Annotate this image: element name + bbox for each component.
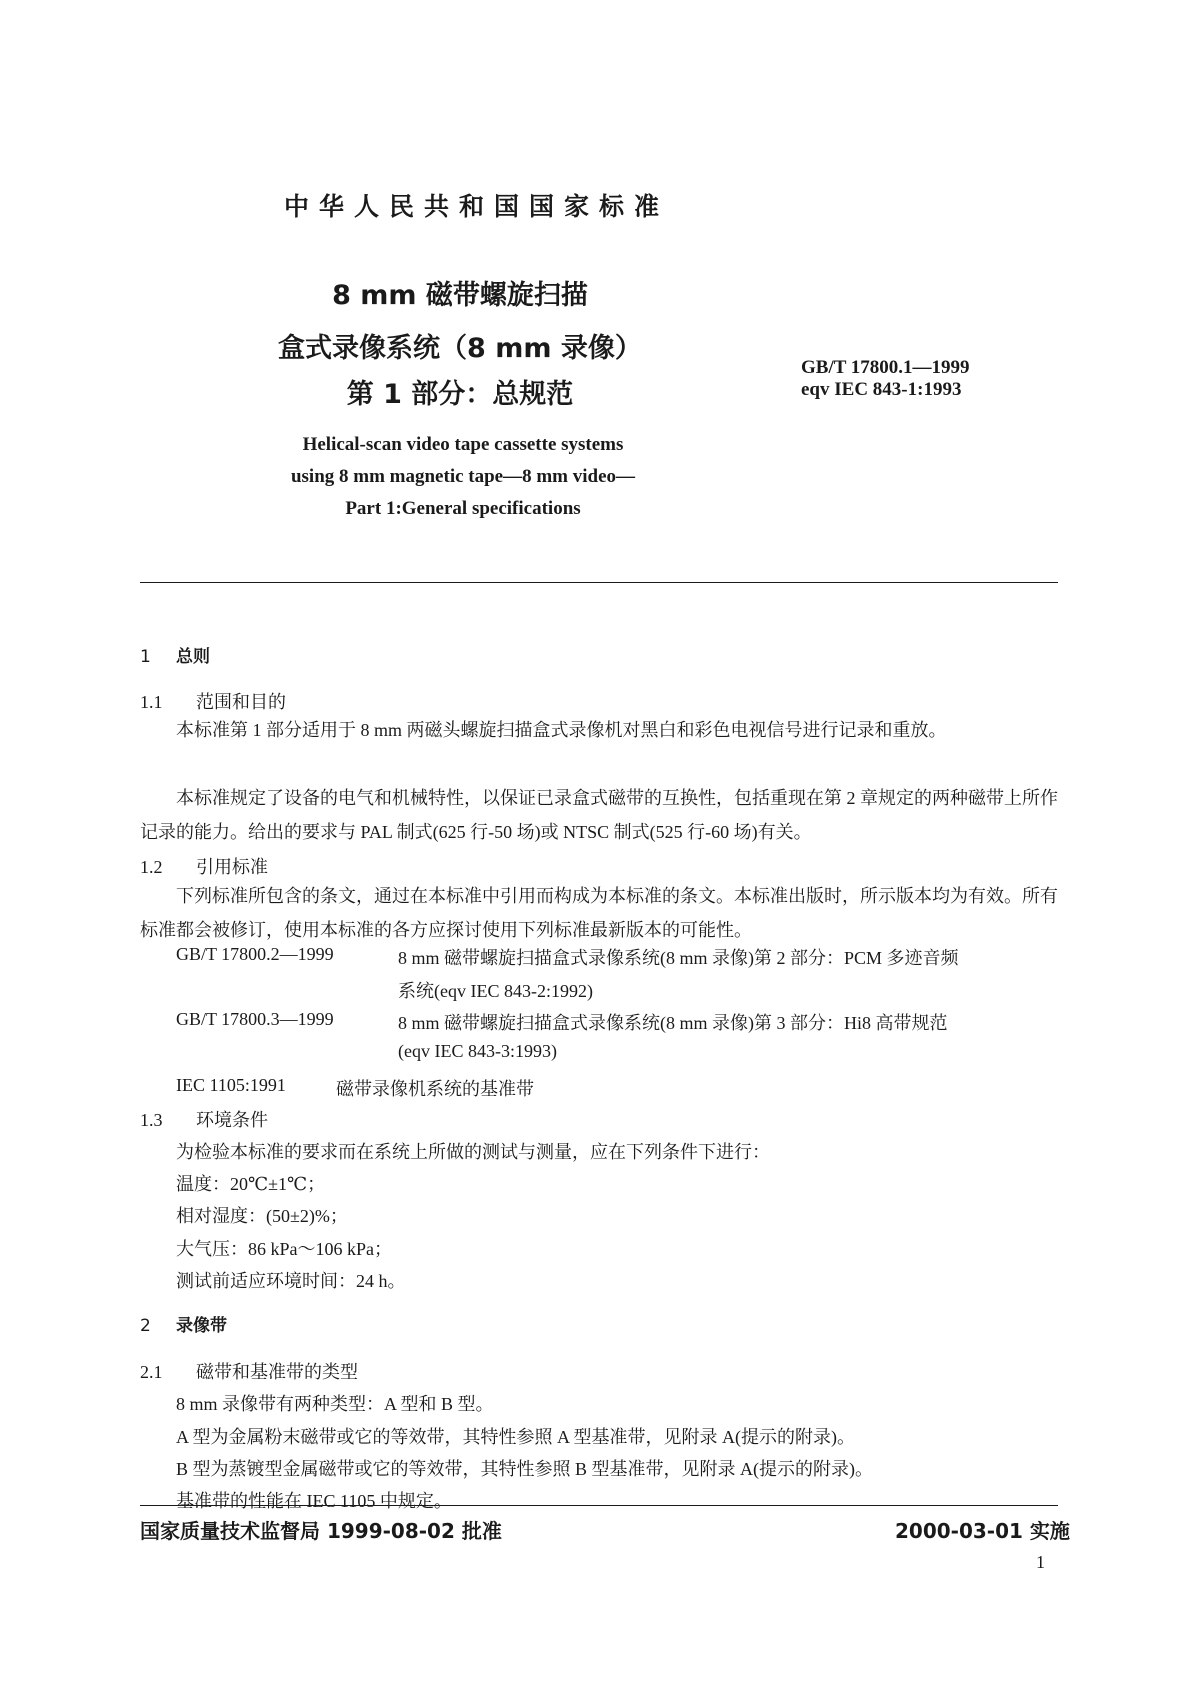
reference-title: 8 mm 磁带螺旋扫描盒式录像系统(8 mm 录像)第 2 部分：PCM 多迹音频 bbox=[398, 948, 959, 968]
reference-code: IEC 1105:1991 bbox=[176, 1075, 286, 1095]
section-2-1-heading bbox=[140, 1358, 358, 1384]
tape-type-line: B 型为蒸镀型金属磁带或它的等效带，其特性参照 B 型基准带，见附录 A(提示的附录)。 bbox=[176, 1459, 873, 1479]
environment-line: 测试前适应环境时间：24 h。 bbox=[176, 1271, 406, 1291]
section-number: 2.1 bbox=[140, 1362, 163, 1382]
section-number: 1.2 bbox=[140, 857, 163, 877]
reference-code: GB/T 17800.3—1999 bbox=[176, 1009, 334, 1029]
tape-type-line: 8 mm 录像带有两种类型：A 型和 B 型。 bbox=[176, 1394, 494, 1414]
english-title-line-2: using 8 mm magnetic tape—8 mm video— bbox=[290, 466, 636, 487]
section-title: 总则 bbox=[176, 647, 210, 667]
section-number: 2 bbox=[140, 1316, 151, 1336]
standard-number: GB/T 17800.1—1999 bbox=[801, 357, 970, 378]
section-title: 磁带和基准带的类型 bbox=[196, 1362, 358, 1382]
reference-title: 磁带录像机系统的基准带 bbox=[336, 1079, 534, 1099]
section-title: 录像带 bbox=[176, 1316, 227, 1336]
national-standard-heading: 中华人民共和国国家标准 bbox=[284, 192, 670, 221]
reference-code: GB/T 17800.2—1999 bbox=[176, 944, 334, 964]
section-1-1-heading bbox=[140, 688, 286, 714]
section-2-heading bbox=[140, 1311, 227, 1336]
paragraph-1-1-2: 本标准规定了设备的电气和机械特性，以保证已录盒式磁带的互换性，包括重现在第 2 章规定的两种磁带上所作记录的能力。给出的要求与 PAL 制式(625 行-50 场)或 NTSC 制式(525 行-60 场)有关。 bbox=[140, 788, 1058, 842]
approval-date: 国家质量技术监督局 1999-08-02 批准 bbox=[140, 1519, 502, 1543]
header-divider bbox=[140, 582, 1058, 583]
reference-title: 8 mm 磁带螺旋扫描盒式录像系统(8 mm 录像)第 3 部分：Hi8 高带规范 bbox=[398, 1013, 948, 1033]
section-number: 1 bbox=[140, 647, 151, 667]
section-1-2-heading bbox=[140, 853, 268, 879]
english-title-line-1: Helical-scan video tape cassette systems bbox=[302, 434, 624, 455]
environment-line: 相对湿度：(50±2)%； bbox=[176, 1206, 348, 1226]
reference-title-cont: 系统(eqv IEC 843-2:1992) bbox=[398, 981, 593, 1001]
section-title: 引用标准 bbox=[196, 857, 268, 877]
section-title: 范围和目的 bbox=[196, 692, 286, 712]
chinese-title-line-1: 8 mm 磁带螺旋扫描 bbox=[332, 280, 588, 311]
section-number: 1.3 bbox=[140, 1110, 163, 1130]
environment-line: 温度：20℃±1℃； bbox=[176, 1174, 326, 1194]
environment-line: 为检验本标准的要求而在系统上所做的测试与测量，应在下列条件下进行： bbox=[176, 1142, 770, 1162]
chinese-title-line-2: 盒式录像系统（8 mm 录像） bbox=[278, 333, 642, 364]
paragraph-1-2-1: 下列标准所包含的条文，通过在本标准中引用而构成为本标准的条文。本标准出版时，所示版本均为有效。所有标准都会被修订，使用本标准的各方应探讨使用下列标准最新版本的可能性。 bbox=[140, 886, 1058, 940]
footer-divider bbox=[140, 1505, 1058, 1506]
section-title: 环境条件 bbox=[196, 1110, 268, 1130]
reference-title-cont: (eqv IEC 843-3:1993) bbox=[398, 1041, 557, 1061]
tape-type-line: A 型为金属粉末磁带或它的等效带，其特性参照 A 型基准带，见附录 A(提示的附录)。 bbox=[176, 1427, 855, 1447]
paragraph-1-1-1: 本标准第 1 部分适用于 8 mm 两磁头螺旋扫描盒式录像机对黑白和彩色电视信号进行记录和重放。 bbox=[176, 720, 947, 740]
page-number: 1 bbox=[1036, 1552, 1045, 1572]
section-1-3-heading bbox=[140, 1106, 268, 1132]
chinese-title-line-3: 第 1 部分：总规范 bbox=[346, 379, 574, 410]
environment-line: 大气压：86 kPa～106 kPa； bbox=[176, 1239, 392, 1259]
implementation-date: 2000-03-01 实施 bbox=[895, 1519, 1070, 1543]
english-title-line-3: Part 1:General specifications bbox=[345, 498, 581, 519]
section-number: 1.1 bbox=[140, 692, 163, 712]
standard-equivalence: eqv IEC 843-1:1993 bbox=[801, 379, 962, 400]
section-1-heading bbox=[140, 642, 210, 667]
tape-type-line: 基准带的性能在 IEC 1105 中规定。 bbox=[176, 1491, 452, 1511]
